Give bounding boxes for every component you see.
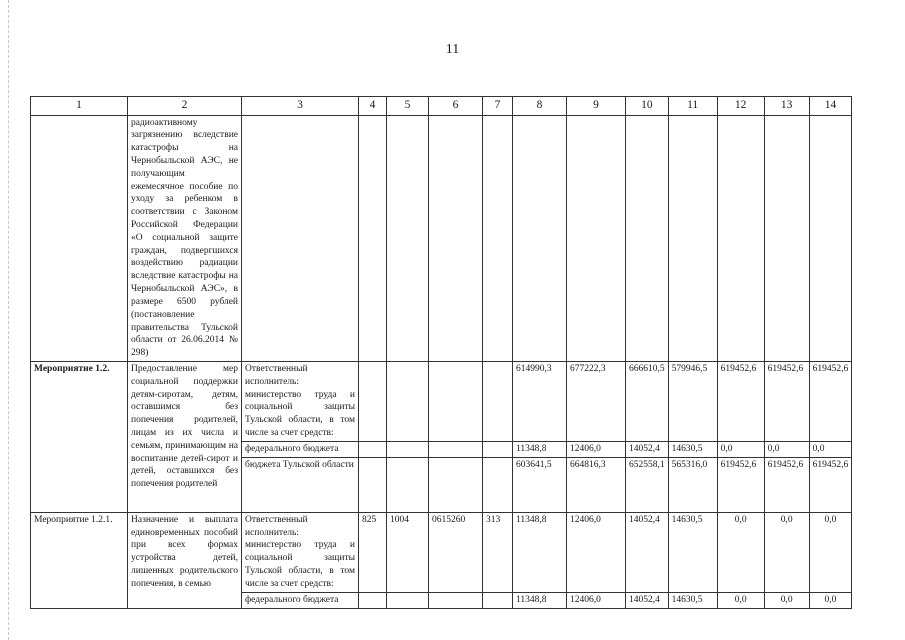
value-cell: 666610,5 — [626, 361, 669, 441]
measure-description: Назначение и выплата единовременных пособий при всех формах устройства детей, лишенных родительского попечения, в семью — [128, 512, 242, 608]
value-cell: 0,0 — [764, 441, 809, 457]
header-cell: 2 — [128, 97, 242, 116]
code-cell: 1004 — [387, 512, 429, 592]
measure-label: Мероприятие 1.2. — [31, 361, 128, 512]
value-cell: 0,0 — [717, 441, 764, 457]
code-cell: 825 — [359, 512, 387, 592]
header-cell: 11 — [668, 97, 717, 116]
value-cell: 614990,3 — [513, 361, 567, 441]
value-cell: 14052,4 — [626, 512, 669, 592]
value-cell: 664816,3 — [567, 457, 626, 512]
regional-label: бюджета Тульской области — [242, 457, 359, 512]
value-cell: 12406,0 — [567, 441, 626, 457]
value-cell: 12406,0 — [567, 592, 626, 608]
page-number: 11 — [445, 42, 460, 57]
header-cell: 1 — [31, 97, 128, 116]
header-cell: 10 — [626, 97, 669, 116]
header-cell: 7 — [483, 97, 513, 116]
value-cell: 11348,8 — [513, 512, 567, 592]
value-cell: 677222,3 — [567, 361, 626, 441]
federal-label: федерального бюджета — [242, 441, 359, 457]
value-cell: 14052,4 — [626, 441, 669, 457]
header-cell: 14 — [809, 97, 852, 116]
measure-label-cell — [31, 115, 128, 361]
header-cell: 6 — [429, 97, 483, 116]
value-cell: 579946,5 — [668, 361, 717, 441]
value-cell: 619452,6 — [717, 361, 764, 441]
value-cell: 619452,6 — [764, 361, 809, 441]
value-cell: 14630,5 — [668, 441, 717, 457]
header-cell: 3 — [242, 97, 359, 116]
value-cell: 0,0 — [717, 592, 764, 608]
table-row-measure-1-2 — [31, 361, 852, 441]
measure-description: радиоактивному загрязнению вследствие катастрофы на Чернобыльской АЭС, не получающим ежемесячное пособие по уходу за ребенком в соответствии с Законом Российской Федерации «О социальной защите граждан, подвергшихся воздействию радиации вследствие катастрофы на Чернобыльской АЭС», в размере 6500 рублей (постановление правительства Тульской области от 26.06.2014 № 298) — [128, 115, 242, 361]
value-cell: 12406,0 — [567, 512, 626, 592]
value-cell: 619452,6 — [764, 457, 809, 512]
margin-line — [8, 0, 9, 640]
value-cell: 619452,6 — [809, 457, 852, 512]
header-row — [31, 97, 852, 116]
header-cell: 9 — [567, 97, 626, 116]
table-row-measure-1-2-1 — [31, 512, 852, 592]
header-cell: 8 — [513, 97, 567, 116]
header-cell: 5 — [387, 97, 429, 116]
value-cell: 0,0 — [809, 441, 852, 457]
value-cell: 619452,6 — [717, 457, 764, 512]
value-cell: 11348,8 — [513, 592, 567, 608]
value-cell: 14630,5 — [668, 592, 717, 608]
executor-cell — [242, 115, 359, 361]
value-cell: 0,0 — [809, 512, 852, 592]
executor-text: Ответственный исполнитель: министерство труда и социальной защиты Тульской области, в том числе за счет средств: — [242, 361, 359, 441]
value-cell: 0,0 — [764, 592, 809, 608]
value-cell: 565316,0 — [668, 457, 717, 512]
value-cell: 0,0 — [764, 512, 809, 592]
value-cell: 0,0 — [717, 512, 764, 592]
header-cell: 4 — [359, 97, 387, 116]
value-cell: 11348,8 — [513, 441, 567, 457]
code-cell: 0615260 — [429, 512, 483, 592]
executor-text: Ответственный исполнитель: министерство труда и социальной защиты Тульской области, в том числе за счет средств: — [242, 512, 359, 592]
measure-description: Предоставление мер социальной поддержки детям-сиротам, детям, оставшимся без попечения родителей, лицам из их числа и семьям, принимающим на воспитание детей-сирот и детей, оставшихся без попечения родителей — [128, 361, 242, 512]
header-cell: 12 — [717, 97, 764, 116]
value-cell: 14630,5 — [668, 512, 717, 592]
value-cell: 14052,4 — [626, 592, 669, 608]
value-cell: 603641,5 — [513, 457, 567, 512]
budget-table — [30, 96, 852, 609]
table-row-continuation — [31, 115, 852, 361]
code-cell: 313 — [483, 512, 513, 592]
federal-label: федерального бюджета — [242, 592, 359, 608]
value-cell: 619452,6 — [809, 361, 852, 441]
header-cell: 13 — [764, 97, 809, 116]
value-cell: 652558,1 — [626, 457, 669, 512]
value-cell: 0,0 — [809, 592, 852, 608]
measure-label: Мероприятие 1.2.1. — [31, 512, 128, 608]
